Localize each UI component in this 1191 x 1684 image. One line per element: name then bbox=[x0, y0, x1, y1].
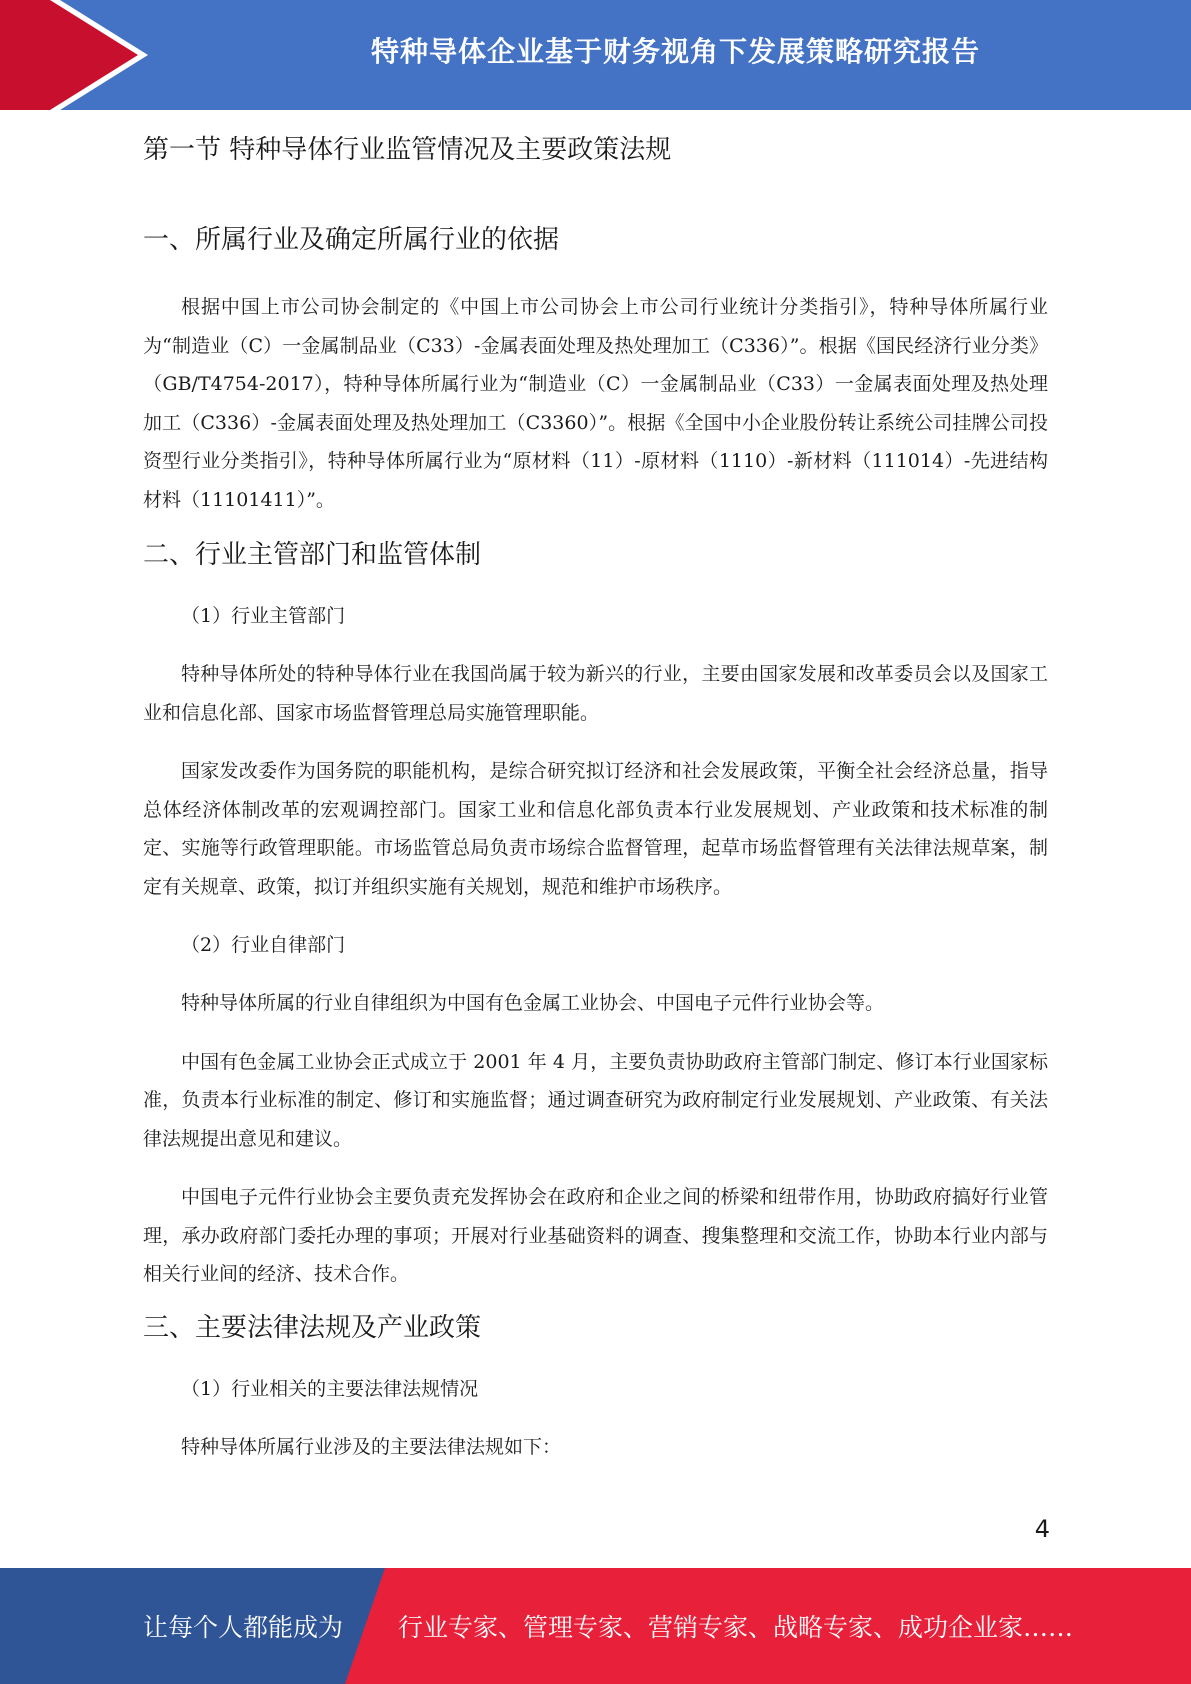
document-body bbox=[143, 128, 1048, 1466]
paragraph-self-regulatory: 特种导体所属的行业自律组织为中国有色金属工业协会、中国电子元件行业协会等。 bbox=[181, 992, 885, 1014]
footer-slogan-right: 行业专家、管理专家、营销专家、战略专家、成功企业家…… bbox=[398, 1613, 1074, 1642]
paragraph-competent-department: 特种导体所处的特种导体行业在我国尚属于较为新兴的行业，主要由国家发展和改革委员会以及国家工业和信息化部、国家市场监督管理总局实施管理职能。 bbox=[143, 663, 1048, 724]
subheading-main-laws: （1）行业相关的主要法律法规情况 bbox=[181, 1377, 479, 1400]
paragraph-nonferrous-association: 中国有色金属工业协会正式成立于 2001 年 4 月，主要负责协助政府主管部门制定、修订本行业国家标准，负责本行业标准的制定、修订和实施监督；通过调查研究为政府制定行业发展规划、产业政策、有关法律法规提出意见和建议。 bbox=[143, 1050, 1048, 1150]
heading-regulatory-system: 二、行业主管部门和监管体制 bbox=[143, 540, 482, 570]
heading-industry-classification: 一、所属行业及确定所属行业的依据 bbox=[143, 225, 560, 255]
section-title: 第一节 特种导体行业监管情况及主要政策法规 bbox=[143, 135, 672, 165]
paragraph-industry-classification: 根据中国上市公司协会制定的《中国上市公司协会上市公司行业统计分类指引》，特种导体所属行业为“制造业（C）一金属制品业（C33）-金属表面处理及热处理加工（C336）”。根据《国民经济行业分类》（GB/T4754-2017），特种导体所属行业为“制造业（C）一金属制品业（C33）一金属表面处理及热处理加工（C336）-金属表面处理及热处理加工（C3360）”。根据《全国中小企业股份转让系统公司挂牌公司投资型行业分类指引》，特种导体所属行业为“原材料（11）-原材料（1110）-新材料（111014）-先进结构材料（11101411）”。 bbox=[143, 296, 1048, 511]
report-title: 特种导体企业基于财务视角下发展策略研究报告 bbox=[370, 35, 980, 68]
page-header bbox=[0, 0, 1191, 110]
subheading-competent-department: （1）行业主管部门 bbox=[181, 605, 346, 627]
subheading-self-regulatory: （2）行业自律部门 bbox=[181, 934, 346, 956]
footer-slogan-left: 让每个人都能成为 bbox=[143, 1613, 344, 1642]
paragraph-main-laws: 特种导体所属行业涉及的主要法律法规如下： bbox=[181, 1435, 562, 1458]
page-number: 4 bbox=[1034, 1515, 1050, 1543]
paragraph-ndrc-miit: 国家发改委作为国务院的职能机构，是综合研究拟订经济和社会发展政策，平衡全社会经济总量，指导总体经济体制改革的宏观调控部门。国家工业和信息化部负责本行业发展规划、产业政策和技术标准的制定、实施等行政管理职能。市场监管总局负责市场综合监督管理，起草市场监督管理有关法律法规草案，制定有关规章、政策，拟订并组织实施有关规划，规范和维护市场秩序。 bbox=[143, 760, 1048, 898]
paragraph-electronic-association: 中国电子元件行业协会主要负责充发挥协会在政府和企业之间的桥梁和纽带作用，协助政府搞好行业管理，承办政府部门委托办理的事项；开展对行业基础资料的调查、搜集整理和交流工作，协助本行业内部与相关行业间的经济、技术合作。 bbox=[143, 1186, 1048, 1285]
heading-laws-policies: 三、主要法律法规及产业政策 bbox=[143, 1312, 482, 1343]
page-footer bbox=[0, 1568, 1191, 1684]
